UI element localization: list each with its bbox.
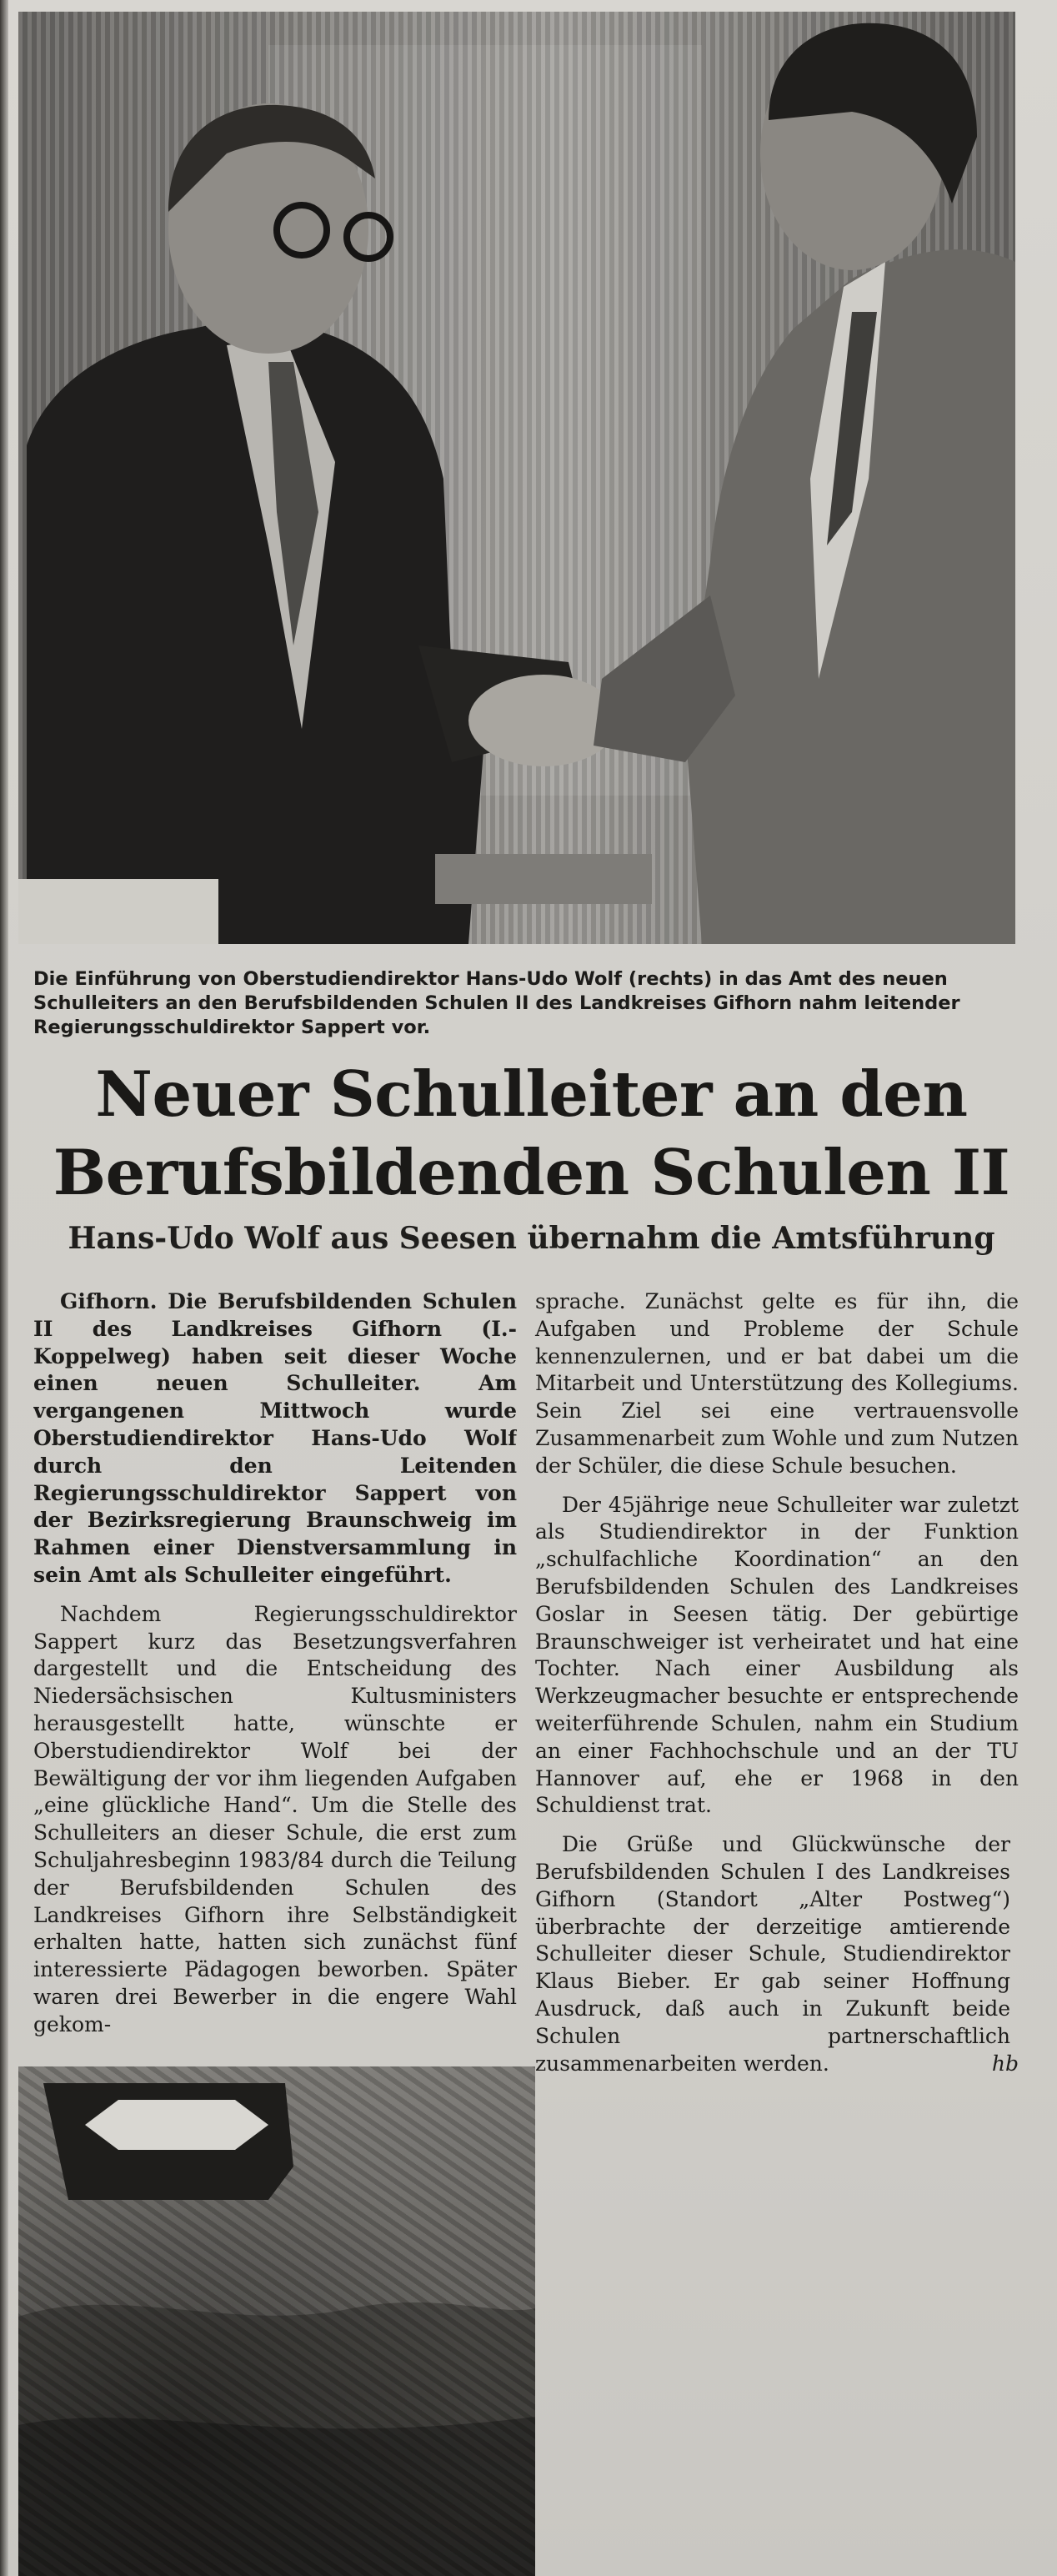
second-photo [18,2066,535,2576]
article-paragraph-5-text: Die Grüße und Glückwünsche der Berufsbildenden Schulen I des Landkreises Gifhorn (Standort „Alter Postweg“) überbrachte der derzeitige amtierende Schulleiter dieser Schule, Studiendirektor Klaus Bieber. Er gab seiner Hoffnung Ausdruck, daß auch in Zukunft beide Schulen partnerschaftlich zusammenarbeiten werden. [535,1832,1010,2076]
handshake-photo [18,12,1015,944]
headline-line-2: Berufsbildenden Schulen II [53,1136,1010,1209]
subheadline: Hans-Udo Wolf aus Seesen übernahm die Amtsführung [68,1221,995,1256]
headline-line-1: Neuer Schulleiter an den [95,1057,968,1131]
handshake-photo-icon [18,12,1015,944]
article-paragraph-4: Der 45jährige neue Schulleiter war zuletzt als Studiendirektor in der Funktion „schulfachliche Koordination“ an den Berufsbildenden Schulen des Landkreises Goslar in Seesen tätig. Der gebürtige Braunschweiger ist verheiratet und hat eine Tochter. Nach einer Ausbildung als Werkzeugmacher besuchte er entsprechende weiterführende Schulen, nahm ein Studium an einer Fachhochschule und an der TU Hannover auf, ehe er 1968 in den Schuldienst trat. [535,1492,1019,1818]
article-paragraph-5 [535,1831,1019,2077]
headline [33,1055,1029,1212]
paper-edge [0,0,8,2576]
article-paragraph-3: sprache. Zunächst gelte es für ihn, die Aufgaben und Probleme der Schule kennenzulernen, und er bat dabei um die Mitarbeit und Unterstützung des Kollegiums. Sein Ziel sei eine vertrauensvolle Zusammenarbeit zum Wohle und zum Nutzen der Schüler, die diese Schule besuchen. [535,1289,1019,1478]
landscape-photo-icon [18,2066,535,2576]
author-initials: hb [991,2051,1019,2076]
article-lead: Gifhorn. Die Berufsbildenden Schulen II des Landkreises Gifhorn (I.-Koppelweg) haben seit dieser Woche einen neuen Schulleiter. Am vergangenen Mittwoch wurde Oberstudiendirektor Hans-Udo Wolf durch den Leitenden Regierungsschuldirektor Sappert von der Bezirksregierung Braunschweig im Rahmen einer Dienstversammlung in sein Amt als Schulleiter eingeführt. [33,1289,517,1587]
photo-caption: Die Einführung von Oberstudiendirektor Hans-Udo Wolf (rechts) in das Amt des neuen Schulleiters an den Berufsbildenden Schulen II des Landkreises Gifhorn nahm leitender Regierungsschuldirektor Sappert vor. [33,968,960,1038]
article-column-left [33,1288,517,2060]
article-column-right [535,1288,1019,2077]
article-paragraph-2: Nachdem Regierungsschuldirektor Sappert kurz das Besetzungsverfahren dargestellt und die Entscheidung des Niedersächsischen Kultusministers herausgestellt hatte, wünschte er Oberstudiendirektor Wolf bei der Bewältigung der vor ihm liegenden Aufgaben „eine glückliche Hand“. Um die Stelle des Schulleiters an dieser Schule, die erst zum Schuljahresbeginn 1983/84 durch die Teilung der Berufsbildenden Schulen des Landkreises Gifhorn ihre Selbständigkeit erhalten hatte, hatten sich zunächst fünf interessierte Pädagogen beworben. Später waren drei Bewerber in die engere Wahl gekom- [33,1601,517,2036]
